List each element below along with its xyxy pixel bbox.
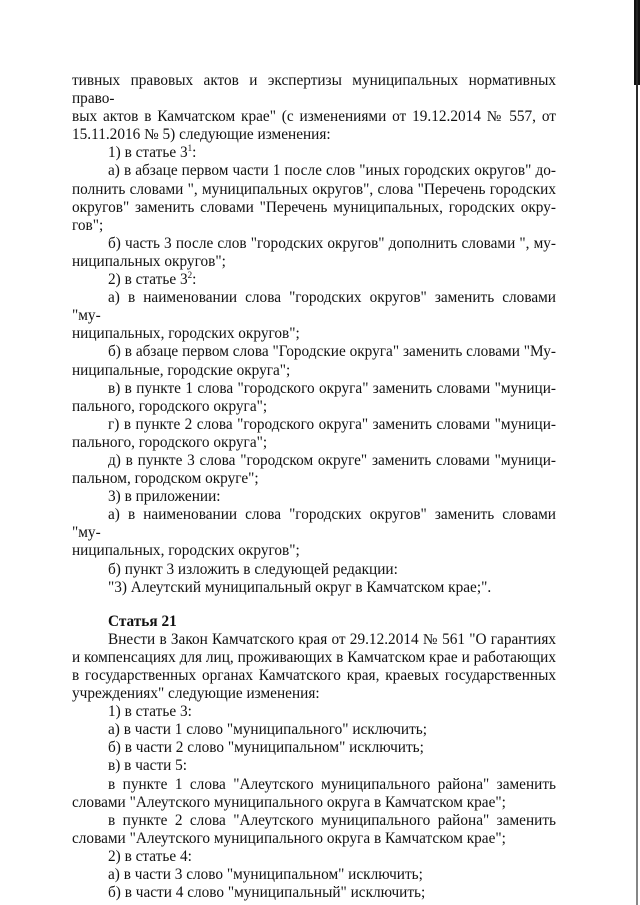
- text-line: пального, городского округа";: [72, 397, 268, 415]
- text-line: а) в наименовании слова "городских округов" заменить словами "му-: [72, 506, 556, 542]
- text-line: б) в части 4 слово "муниципальный" исключить;: [108, 884, 426, 902]
- text-line: 1) в статье $3^1$:: [108, 143, 197, 162]
- text-line: "3) Алеутский муниципальный округ в Камчатском крае;".: [108, 578, 492, 596]
- text-line: Внести в Закон Камчатского края от 29.12.2014 № 561 "О гарантиях: [108, 630, 556, 648]
- text-line: а) в части 3 слово "муниципальном" исключить;: [108, 866, 423, 884]
- text-line: б) пункт 3 изложить в следующей редакции:: [108, 560, 398, 578]
- text-line: в пункте 1 слова "Алеутского муниципального района" заменить: [108, 775, 556, 793]
- text-line: и компенсациях для лиц, проживающих в Камчатском крае и работающих: [72, 648, 556, 666]
- text-line: тивных правовых актов и экспертизы муниципальных нормативных право-: [72, 72, 556, 108]
- text-line: ниципальных округов";: [72, 252, 226, 270]
- text-line: б) часть 3 после слов "городских округов" дополнить словами ", му-: [108, 234, 556, 252]
- text-line: полнить словами ", муниципальных округов", слова "Перечень городских: [72, 180, 556, 198]
- text-line: а) в части 1 слово "муниципального" исключить;: [108, 721, 428, 739]
- text-line: гов";: [72, 216, 104, 234]
- text-line: 3) в приложении:: [108, 488, 221, 506]
- text-line: пального, городского округа";: [72, 433, 268, 451]
- text-line: ниципальные, городские округа";: [72, 361, 291, 379]
- text-line: словами "Алеутского муниципального округа в Камчатском крае";: [72, 793, 506, 811]
- text-line: 15.11.2016 № 5) следующие изменения:: [72, 126, 331, 144]
- spacer: [72, 597, 556, 613]
- text-line: 1) в статье 3:: [108, 703, 192, 721]
- text-line: б) в абзаце первом слова "Городские округа" заменить словами "Му-: [108, 343, 556, 361]
- document-body: [72, 72, 556, 902]
- text-line: б) в части 2 слово "муниципальном" исключить;: [108, 739, 424, 757]
- text-line: а) в наименовании слова "городских округов" заменить словами "му-: [72, 289, 556, 325]
- text-line: ниципальных, городских округов";: [72, 542, 300, 560]
- text-line: 2) в статье 4:: [108, 847, 192, 865]
- scan-edge: [636, 0, 638, 905]
- text-line: в) в пункте 1 слова "городского округа" заменить словами "муници-: [108, 379, 556, 397]
- text-line: а) в абзаце первом части 1 после слов "иных городских округов" до-: [108, 162, 556, 180]
- text-line: 2) в статье $3^2$:: [108, 270, 197, 289]
- text-line: округов" заменить словами "Перечень муниципальных, городских окру-: [72, 198, 556, 216]
- text-line: словами "Алеутского муниципального округа в Камчатском крае";: [72, 829, 506, 847]
- text-line: г) в пункте 2 слова "городского округа" заменить словами "муници-: [108, 415, 556, 433]
- text-line: пальном, городском округе";: [72, 470, 259, 488]
- text-line: ниципальных, городских округов";: [72, 325, 300, 343]
- text-line: в государственных органах Камчатского края, краевых государственных: [72, 667, 556, 684]
- text-line: учреждениях" следующие изменения:: [72, 685, 320, 703]
- text-line: в пункте 2 слова "Алеутского муниципального района" заменить: [108, 811, 556, 829]
- text-line: д) в пункте 3 слова "городском округе" заменить словами "муници-: [108, 451, 556, 469]
- article-title: Статья 21: [108, 612, 177, 630]
- text-line: вых актов в Камчатском крае" (с изменениями от 19.12.2014 № 557, от: [72, 108, 556, 126]
- text-line: в) в части 5:: [108, 757, 188, 775]
